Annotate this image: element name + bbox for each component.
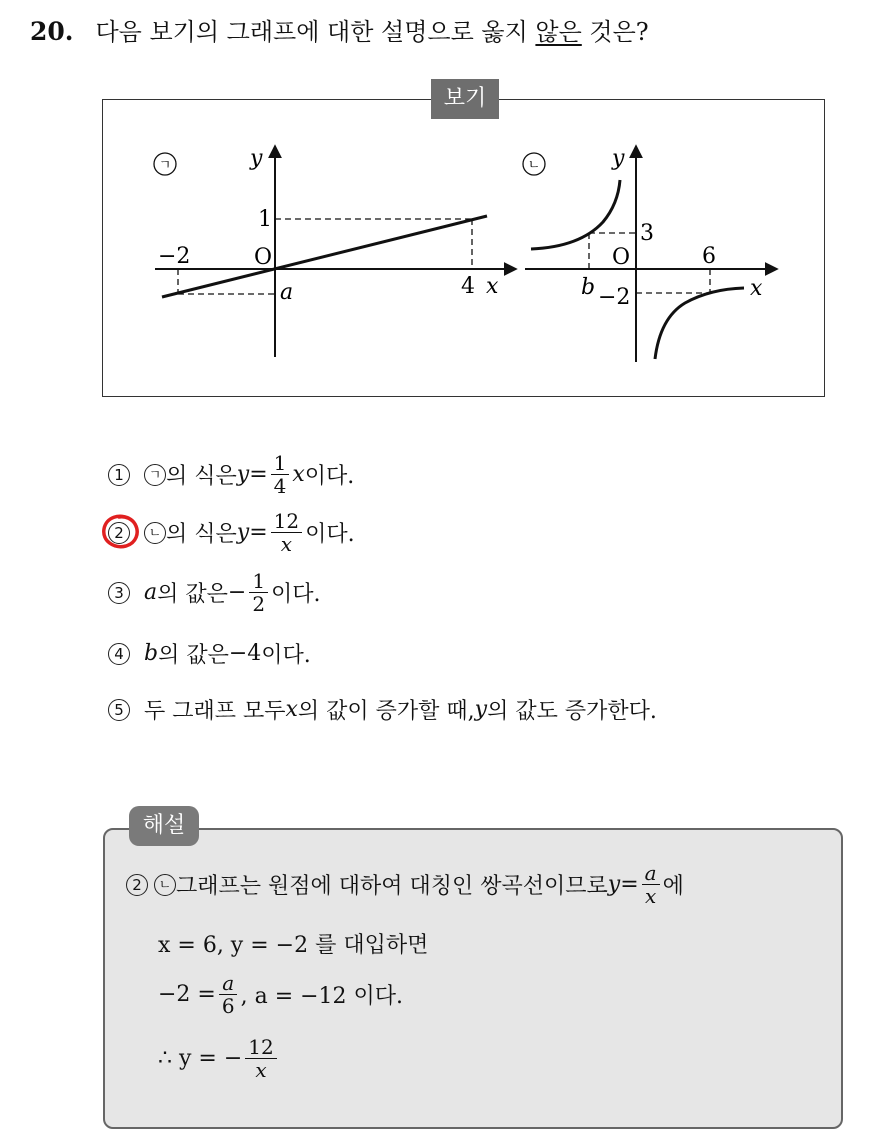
solution-line1-fraction: $\frac{a}{x}$ xyxy=(642,862,660,907)
graph1-line xyxy=(162,216,487,297)
graph1-tick-1: 1 xyxy=(258,207,272,232)
option-1-number: 1 xyxy=(108,464,130,486)
solution-line-2: x = 6, y = −2 를 대입하면 xyxy=(158,933,429,958)
option-2-post: 이다. xyxy=(305,522,355,547)
option-5-text: 두 그래프 모두 xyxy=(144,699,286,724)
solution-line-4 xyxy=(158,1036,280,1081)
option-5-number: 5 xyxy=(108,699,130,721)
graph1-x-label: x xyxy=(486,274,499,299)
graph2-origin: O xyxy=(612,245,631,270)
option-5-var1: x xyxy=(285,697,298,722)
graph2-x-label: x xyxy=(750,276,763,301)
solution-line1-text: 그래프는 원점에 대하여 대칭인 쌍곡선이므로 xyxy=(176,874,608,899)
option-5-mid: 의 값이 증가할 때, xyxy=(297,699,475,724)
option-3-var: a xyxy=(144,580,158,605)
option-4[interactable] xyxy=(108,638,311,669)
option-4-text: 의 값은 xyxy=(158,643,229,668)
solution-line3-pre: −2 = xyxy=(158,982,216,1007)
solution-line-1 xyxy=(126,862,684,907)
graph1-origin: O xyxy=(254,245,273,270)
bogi-graphs xyxy=(0,0,884,420)
option-1-marker: ㄱ xyxy=(144,464,166,486)
solution-line4-pre: ∴ y = − xyxy=(158,1046,243,1071)
option-3-fraction: $\frac{1}{2}$ xyxy=(249,570,268,615)
option-4-value: −4 xyxy=(228,641,262,666)
solution-line-3 xyxy=(158,972,403,1017)
option-2-marker: ㄴ xyxy=(144,522,166,544)
option-1-tail-var: x xyxy=(292,462,305,487)
option-1-eq: = xyxy=(249,462,268,487)
graph1-y-label: y xyxy=(250,146,263,171)
option-3-text: 의 값은 xyxy=(157,582,228,607)
option-2-var: y xyxy=(236,520,250,545)
option-3-post: 이다. xyxy=(271,582,321,607)
solution-line1-marker: ㄴ xyxy=(154,874,176,896)
solution-line3-post: , a = −12 이다. xyxy=(240,984,404,1009)
option-2[interactable] xyxy=(108,510,355,555)
graph-1 xyxy=(154,146,515,357)
solution-label: 해설 xyxy=(129,806,199,846)
graph2-curve-lower xyxy=(655,288,744,359)
option-5-post: 의 값도 증가한다. xyxy=(487,699,657,724)
option-1-var: y xyxy=(236,462,250,487)
solution-line1-number: 2 xyxy=(126,874,148,896)
option-5-var2: y xyxy=(474,697,488,722)
graph2-tick-3: 3 xyxy=(640,221,654,246)
option-3[interactable] xyxy=(108,570,321,615)
graph1-tick-4: 4 xyxy=(461,274,475,299)
bogi-label: 보기 xyxy=(431,79,499,119)
question-number: 20. xyxy=(30,17,74,46)
solution-line1-post: 에 xyxy=(662,874,684,899)
graph1-point-a: a xyxy=(280,280,294,305)
option-3-sign: − xyxy=(227,580,247,605)
question-text-end: 것은? xyxy=(581,18,649,46)
graph2-y-label: y xyxy=(612,146,625,171)
option-1[interactable] xyxy=(108,452,354,497)
option-3-number: 3 xyxy=(108,582,130,604)
option-2-eq: = xyxy=(249,520,268,545)
option-4-var: b xyxy=(144,641,159,666)
option-1-fraction: $\frac{1}{4}$ xyxy=(271,452,290,497)
solution-line1-var: y xyxy=(607,872,621,897)
graph1-marker: ㄱ xyxy=(158,158,172,173)
option-1-text: 의 식은 xyxy=(166,464,237,489)
option-2-number: 2 xyxy=(108,522,130,544)
question-underlined-word: 않은 xyxy=(535,18,582,46)
solution-line4-fraction: $\frac{12}{x}$ xyxy=(245,1036,276,1081)
graph2-point-b: b xyxy=(581,275,596,300)
graph2-marker: ㄴ xyxy=(527,158,541,173)
option-4-post: 이다. xyxy=(261,643,311,668)
option-2-fraction: $\frac{12}{x}$ xyxy=(271,510,302,555)
option-1-post: 이다. xyxy=(304,464,355,489)
option-2-text: 의 식은 xyxy=(166,522,237,547)
graph2-tick-neg2: −2 xyxy=(598,285,631,310)
graph2-curve-upper xyxy=(531,180,620,249)
answer-circle-mark xyxy=(100,513,142,551)
solution-line1-eq: = xyxy=(620,872,639,897)
solution-line3-fraction: $\frac{a}{6}$ xyxy=(219,972,238,1017)
question-text: 다음 보기의 그래프에 대한 설명으로 옳지 xyxy=(95,18,536,46)
graph-2 xyxy=(523,146,776,362)
graph1-tick-neg2: −2 xyxy=(158,244,191,269)
graph2-tick-6: 6 xyxy=(702,244,716,269)
option-4-number: 4 xyxy=(108,643,130,665)
option-5[interactable] xyxy=(108,694,657,725)
